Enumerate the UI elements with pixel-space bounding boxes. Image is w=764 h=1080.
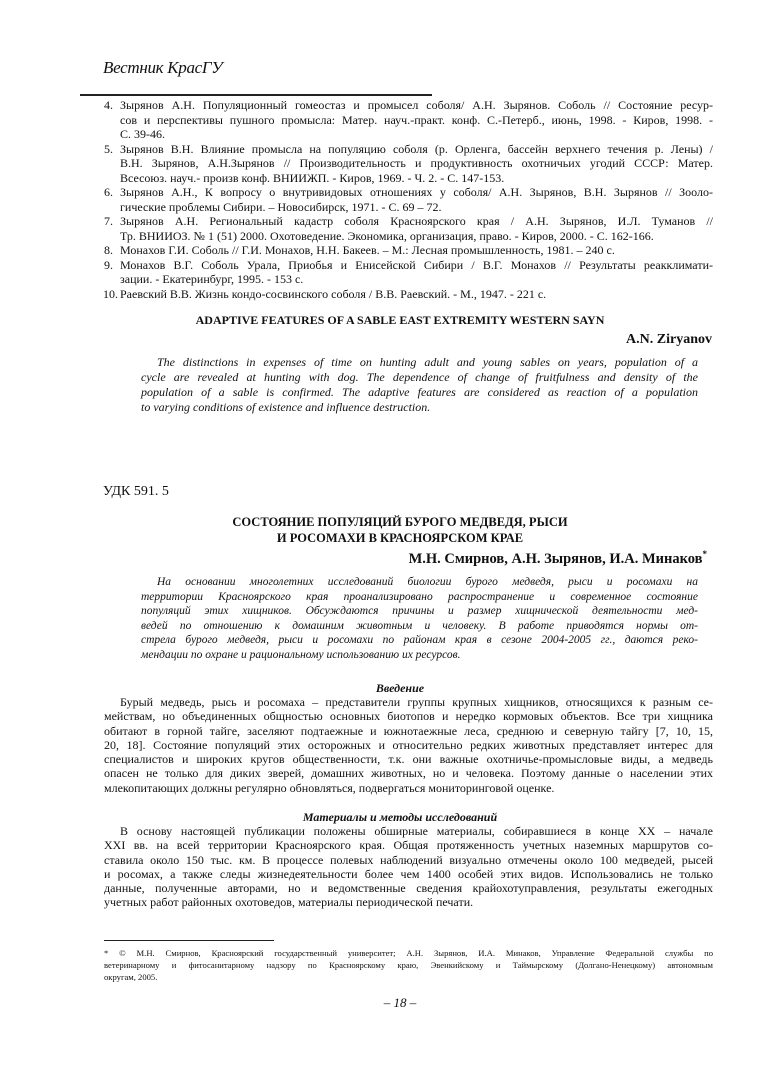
text-line: мендации по охране и рациональному использованию их ресурсов. — [141, 648, 461, 661]
text-line: Монахов В.Г. Соболь Урала, Приобья и Енисейской Сибири / В.Г. Монахов // Результаты реакклимати- — [120, 257, 713, 272]
footnote — [104, 947, 713, 983]
reference-number: 6. — [104, 185, 113, 199]
article-title-line: СОСТОЯНИЕ ПОПУЛЯЦИЙ БУРОГО МЕДВЕДЯ, РЫСИ — [232, 515, 568, 529]
text-line: зации. - Екатеринбург, 1995. - 153 с. — [120, 272, 304, 286]
reference-number: 10. — [103, 286, 118, 301]
text-line: Зырянов В.Н. Влияние промысла на популяцию соболя (р. Орленга, бассейн верхнего течения р. Лены) / — [120, 141, 713, 156]
footnote-mark: * — [702, 549, 707, 559]
text-line: учетных работ районных охотоведов, материалы периодической печати. — [104, 895, 474, 910]
text-line: The distinctions in expenses of time on hunting adult and young sables on years, population of a — [157, 355, 698, 369]
text-line: популяций этих хищников. Обсуждаются причины и размер хищнической деятельности мед- — [141, 605, 698, 617]
text-line: территории Красноярского края проанализировано распространение и современное состояние — [141, 590, 698, 603]
text-line: population of a sable is confirmed. The adaptive features are considered as reaction of a population — [141, 385, 698, 399]
authors-text: М.Н. Смирнов, А.Н. Зырянов, И.А. Минаков — [408, 550, 703, 567]
methods-heading: Материалы и методы исследований — [302, 810, 498, 824]
text-line: опасен не только для диких зверей, домашних животных, но и человека. Поэтому данные о населении этих — [104, 766, 713, 781]
text-line: и росомах, а также следы жизнедеятельности более чем 1400 особей этих видов. Использовались не только — [104, 866, 713, 881]
article-abstract — [141, 575, 698, 662]
intro-heading: Введение — [375, 681, 425, 695]
reference-number: 9. — [104, 257, 113, 272]
reference-item — [104, 258, 713, 287]
text-line: На основании многолетних исследований биологии бурого медведя, рыси и росомахи на — [157, 576, 698, 588]
article-title — [0, 514, 764, 546]
reference-item — [104, 185, 713, 214]
journal-header: Вестник КрасГУ — [103, 58, 223, 77]
english-abstract — [141, 355, 698, 415]
text-line: С. 39-46. — [120, 127, 165, 141]
text-line: XXI вв. на всей территории Красноярского края. Общая протяженность учетных наземных маршрутов со- — [104, 838, 713, 853]
intro-paragraph — [104, 695, 713, 795]
reference-number: 5. — [104, 141, 113, 156]
reference-number: 4. — [104, 98, 113, 112]
text-line: данные, полученные авторами, но и ведомственные сведения крайохотуправления, результаты ежегодных — [104, 881, 713, 896]
text-line: Зырянов А.Н. Популяционный гомеостаз и промысел соболя/ А.Н. Зырянов. Соболь // Состояние ресур- — [120, 98, 713, 112]
reference-item — [104, 214, 713, 243]
text-line: 20, 18]. Состояние популяций этих осторожных и относительно редких животных представляет интерес для — [104, 737, 713, 752]
text-line: В основу настоящей публикации положены обширные материалы, собиравшиеся в конце XX – начале — [120, 824, 713, 838]
text-line: сов и перспективы пушного промысла: Матер. науч.-практ. конф. С.-Петерб., июнь, 1998. - Киров, 1998. - — [120, 112, 713, 127]
footnote-rule — [104, 940, 274, 941]
text-line: В.Н. Зырянов, А.Н.Зырянов // Производительность и продуктивность охотничьих угодий СССР: Матер. — [120, 156, 713, 170]
udk-code: УДК 591. 5 — [103, 484, 169, 499]
reference-item — [104, 243, 713, 258]
text-line: стрела бурого медведя, рыси и росомахи по районам края в сезоне 2004-2005 гг., даются реко- — [141, 634, 698, 646]
text-line: млекопитающих должны регулярно обновляться, подвергаться мониторинговой оценке. — [104, 780, 555, 795]
text-line: Бурый медведь, рысь и росомаха – представители группы крупных хищников, относящихся к разным се- — [120, 695, 713, 709]
text-line: ведей по отношению к домашним животным и человеку. В работе приводятся нормы от- — [141, 619, 698, 632]
reference-item — [104, 142, 713, 186]
header-rule — [80, 94, 432, 96]
reference-item — [104, 287, 713, 302]
reference-number: 8. — [104, 243, 113, 257]
text-line: Всесоюз. науч.- произв конф. ВНИИЖП. - Киров, 1969. - Ч. 2. - С. 147-153. — [120, 170, 505, 185]
text-line: обитают в горной тайге, заселяют подтаежные и южнотаежные леса, среднюю и северную тайгу [7, 10, 15, — [104, 723, 713, 738]
text-line: ставила около 150 тыс. км. В процессе полевых наблюдений визуально отмечены около 100 медведей, рысей — [104, 852, 713, 867]
english-title: ADAPTIVE FEATURES OF A SABLE EAST EXTREMITY WESTERN SAYN — [195, 313, 605, 327]
text-line: мействам, но объединенных общностью основных биотопов и нередко кормовых объектов. Все три хищника — [104, 709, 713, 724]
article-title-line: И РОСОМАХИ В КРАСНОЯРСКОМ КРАЕ — [276, 531, 524, 545]
text-line: гические проблемы Сибири. – Новосибирск, 1971. - С. 69 – 72. — [120, 199, 442, 214]
methods-paragraph — [104, 824, 713, 910]
text-line: округам, 2005. — [104, 972, 158, 982]
text-line: специалистов и широких кругов общественности, т.к. они важные охотничье-промысловые виды, а медведь — [104, 752, 713, 767]
article-authors — [409, 549, 707, 568]
text-line: Монахов Г.И. Соболь // Г.И. Монахов, Н.Н. Бакеев. – М.: Лесная промышленность, 1981. – 240 с. — [120, 243, 615, 257]
english-author: A.N. Ziryanov — [626, 332, 712, 347]
page-number: – 18 – — [383, 995, 417, 1010]
text-line: Зырянов А.Н., К вопросу о внутривидовых отношениях у соболя/ А.Н. Зырянов, В.Н. Зырянов // Зооло- — [120, 185, 713, 199]
text-line: Зырянов А.Н. Региональный кадастр соболя Красноярского края / А.Н. Зырянов, И.Л. Туманов // — [120, 214, 713, 228]
text-line: cycle are revealed at hunting with dog. The dependence of change of fruitfulness and density of the — [141, 370, 698, 384]
text-line: * © М.Н. Смирнов, Красноярский государственный университет; А.Н. Зырянов, И.А. Минаков, Управление Федеральной службы по — [104, 948, 713, 958]
text-line: to varying conditions of existence and influence destruction. — [141, 400, 431, 414]
reference-list — [104, 98, 713, 301]
reference-item — [104, 98, 713, 142]
text-line: Тр. ВНИИОЗ. № 1 (51) 2000. Охотоведение. Экономика, организация, право. - Киров, 2000. - С. 162-166. — [120, 228, 654, 243]
text-line: ветеринарному и фитосанитарному надзору по Красноярскому краю, Эвенкийскому и Таймырскому (Долгано-Ненецкому) автономным — [104, 960, 713, 970]
text-line: Раевский В.В. Жизнь кондо-сосвинского соболя / В.В. Раевский. - М., 1947. - 221 с. — [120, 286, 547, 301]
reference-number: 7. — [104, 214, 113, 228]
